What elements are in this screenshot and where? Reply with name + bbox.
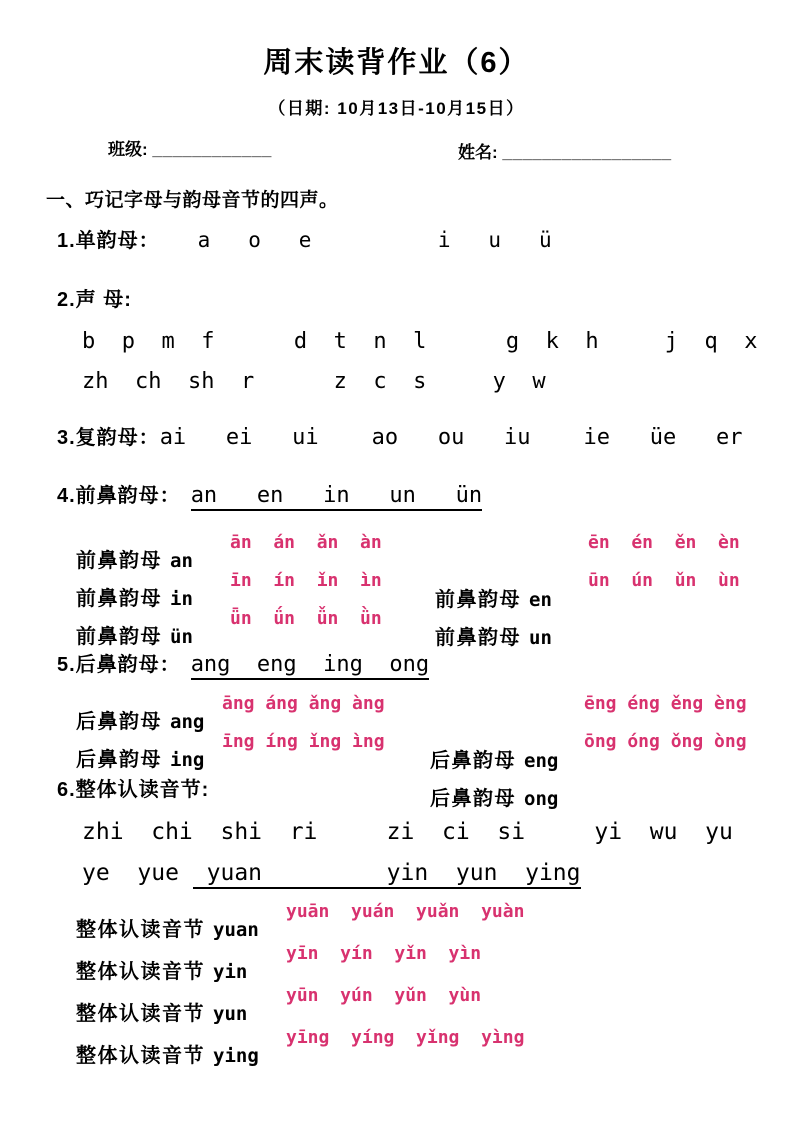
back-nasal-cell-label: 后鼻韵母 eng: [430, 749, 559, 772]
front-nasal-cell-label: 前鼻韵母 en: [435, 588, 552, 611]
back-nasal-cell-label: 后鼻韵母 ong: [430, 787, 559, 810]
date-line: （日期: 10月13日-10月15日）: [268, 99, 525, 118]
whole-syllables-line-2: [82, 860, 581, 888]
section-heading: 一、巧记字母与韵母音节的四声。: [46, 190, 339, 211]
whole-syllable-cell-label: 整体认读音节 ying: [76, 1045, 259, 1068]
back-nasal-letters: ang eng ing ong: [191, 652, 429, 680]
back-nasal-cell-label: 后鼻韵母 ing: [76, 749, 205, 772]
name-field: [458, 143, 672, 163]
whole-syllable-tones: yīn yín yǐn yìn: [286, 943, 482, 964]
whole-syllable-row: [0, 1025, 793, 1102]
initials-line-2: zh ch sh r z c s y w: [82, 369, 546, 394]
front-nasal-tones: ǖn ǘn ǚn ǜn: [230, 608, 382, 629]
page-title: 周末读背作业（6）: [263, 47, 530, 79]
compound-finals-letters: ai ei ui ao ou iu ie üe er: [159, 425, 743, 450]
front-nasal-tones: ān án ǎn àn: [230, 532, 382, 553]
back-nasal-tones: īng íng ǐng ìng: [222, 731, 385, 752]
item-compound-finals: [57, 425, 742, 451]
item-front-nasal-label: 4.前鼻韵母：: [57, 485, 181, 507]
whole-syllable-cell-label: 整体认读音节 yuan: [76, 919, 259, 942]
back-nasal-tones: ōng óng ǒng òng: [584, 731, 747, 752]
back-nasal-tones: ēng éng ěng èng: [584, 693, 747, 714]
whole-syllable-tones: yūn yún yǔn yùn: [286, 985, 482, 1006]
whole-syllables-line-2-underlined: yuan yin yun ying: [193, 860, 581, 889]
item-compound-finals-label: 3.复韵母：: [57, 427, 160, 449]
item-front-nasal: [57, 483, 482, 509]
class-label: 班级:: [108, 140, 148, 159]
front-nasal-cell-label: 前鼻韵母 in: [76, 588, 193, 611]
back-nasal-tones: āng áng ǎng àng: [222, 693, 385, 714]
item-back-nasal: [57, 652, 429, 678]
whole-syllable-tones: yuān yuán yuǎn yuàn: [286, 901, 525, 922]
front-nasal-tones: ūn ún ǔn ùn: [588, 570, 740, 591]
initials-line-1: b p m f d t n l g k h j q x: [82, 329, 758, 354]
class-blank-line: ____________: [152, 140, 272, 159]
front-nasal-cell-label: 前鼻韵母 an: [76, 550, 193, 573]
single-finals-letters: a o e i u ü: [159, 228, 552, 252]
name-blank-line: _________________: [502, 143, 672, 162]
whole-syllables-line-2-plain: ye yue: [82, 860, 193, 886]
item-back-nasal-label: 5.后鼻韵母：: [57, 654, 181, 676]
whole-syllables-line-1: zhi chi shi ri zi ci si yi wu yu: [82, 819, 733, 845]
front-nasal-tones: īn ín ǐn ìn: [230, 570, 382, 591]
whole-syllable-cell-label: 整体认读音节 yin: [76, 961, 248, 984]
front-nasal-cell-label: 前鼻韵母 ün: [76, 626, 193, 649]
whole-syllable-cell-label: 整体认读音节 yun: [76, 1003, 248, 1026]
front-nasal-tones: ēn én ěn èn: [588, 532, 740, 553]
whole-syllable-tones: yīng yíng yǐng yìng: [286, 1027, 525, 1048]
front-nasal-cell-label: 前鼻韵母 un: [435, 626, 552, 649]
class-field: [108, 140, 272, 160]
front-nasal-letters: an en in un ün: [191, 483, 482, 511]
item-initials-label: 2.声 母:: [57, 289, 132, 311]
back-nasal-cell-label: 后鼻韵母 ang: [76, 711, 205, 734]
item-whole-syllables-label: 6.整体认读音节:: [57, 779, 210, 801]
item-single-finals: [57, 228, 552, 253]
name-label: 姓名:: [458, 143, 498, 162]
item-single-finals-label: 1.单韵母：: [57, 230, 160, 252]
